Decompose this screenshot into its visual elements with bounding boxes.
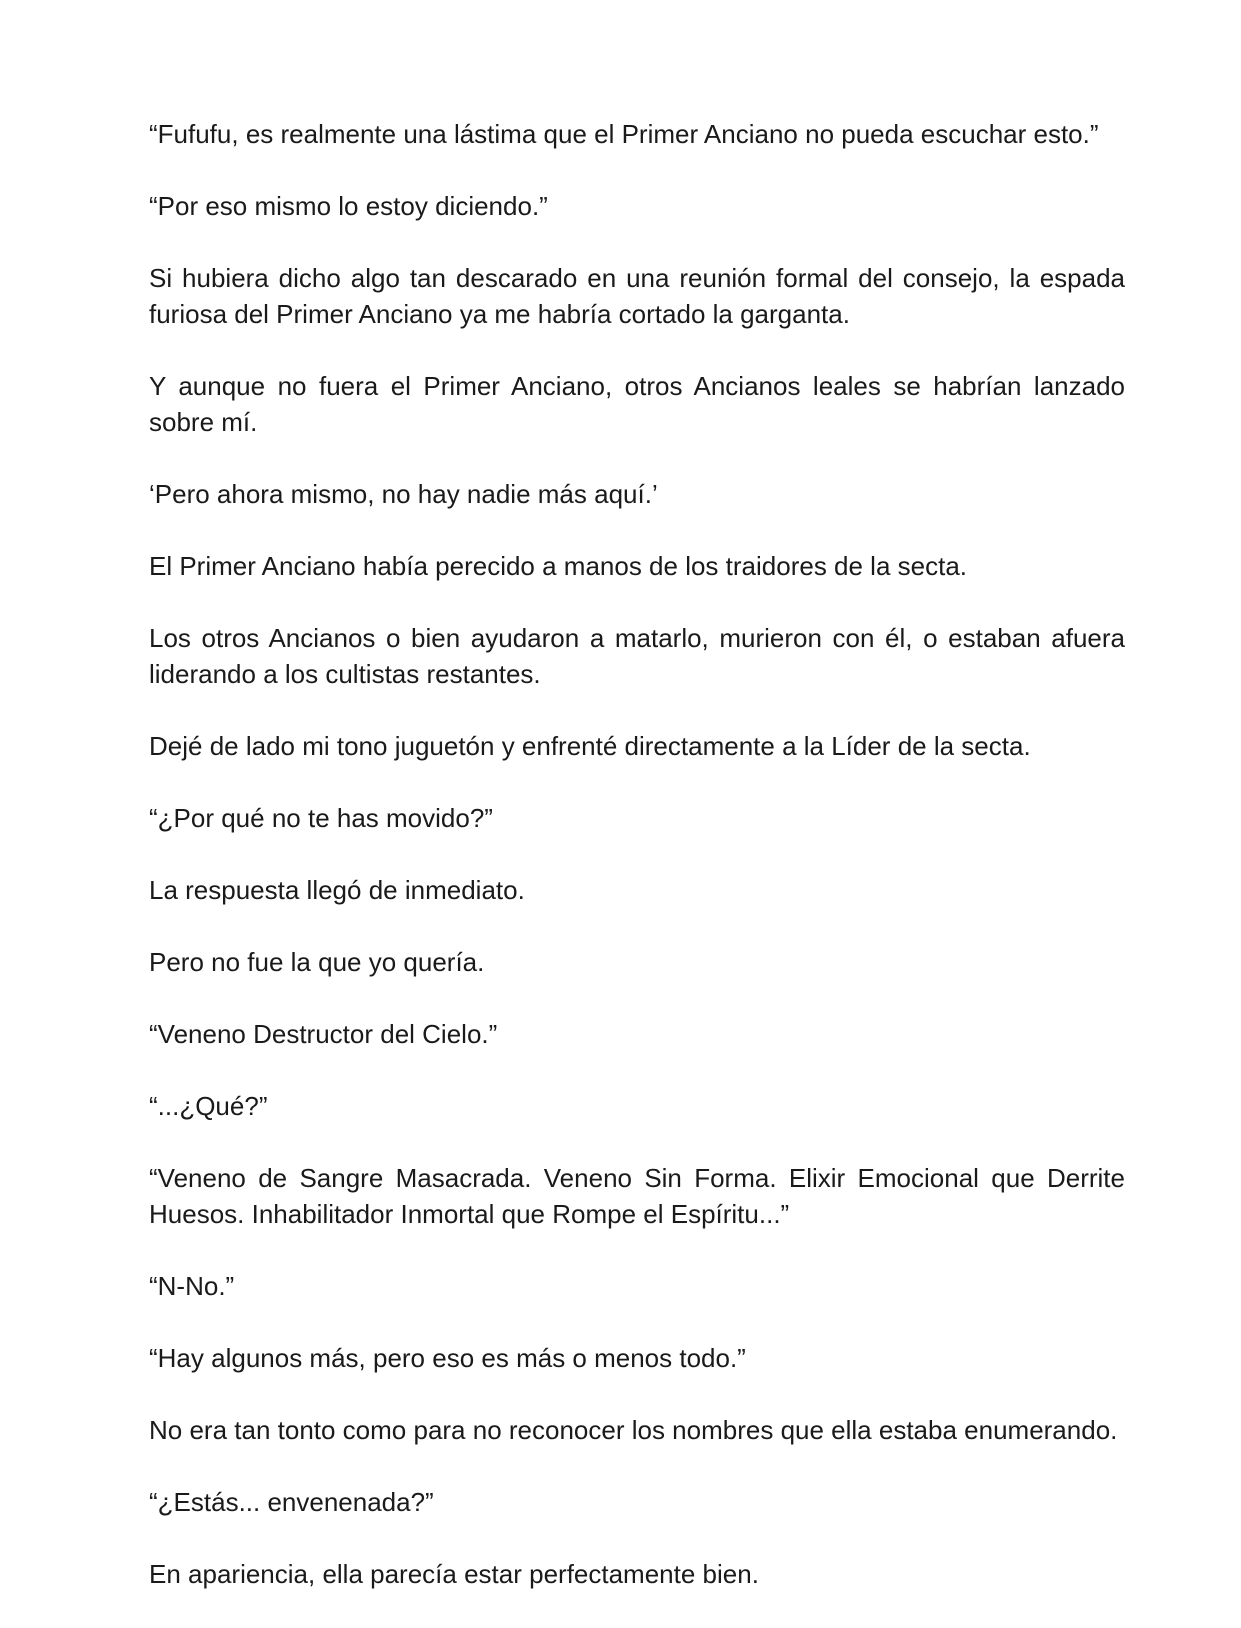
paragraph: En apariencia, ella parecía estar perfectamente bien.: [149, 1559, 759, 1589]
paragraph: “N-No.”: [149, 1271, 235, 1301]
paragraph: “Por eso mismo lo estoy diciendo.”: [149, 191, 548, 221]
paragraph: No era tan tonto como para no reconocer los nombres que ella estaba enumerando.: [149, 1415, 1118, 1445]
paragraph: Dejé de lado mi tono juguetón y enfrenté directamente a la Líder de la secta.: [149, 731, 1031, 761]
paragraph: ‘Pero ahora mismo, no hay nadie más aquí.’: [149, 479, 658, 509]
paragraph: “...¿Qué?”: [149, 1091, 268, 1121]
paragraph: Pero no fue la que yo quería.: [149, 947, 485, 977]
paragraph: Si hubiera dicho algo tan descarado en una reunión formal del consejo, la espada furiosa del Primer Anciano ya me habría cortado la garganta.: [149, 263, 1125, 329]
paragraph: Los otros Ancianos o bien ayudaron a matarlo, murieron con él, o estaban afuera liderando a los cultistas restantes.: [149, 623, 1125, 689]
paragraph: La respuesta llegó de inmediato.: [149, 875, 525, 905]
paragraph: “Fufufu, es realmente una lástima que el Primer Anciano no pueda escuchar esto.”: [149, 119, 1099, 149]
paragraph: Y aunque no fuera el Primer Anciano, otros Ancianos leales se habrían lanzado sobre mí.: [149, 371, 1125, 437]
paragraph: “Veneno Destructor del Cielo.”: [149, 1019, 498, 1049]
paragraph: “¿Estás... envenenada?”: [149, 1487, 434, 1517]
paragraph: “Veneno de Sangre Masacrada. Veneno Sin Forma. Elixir Emocional que Derrite Huesos. Inhabilitador Inmortal que Rompe el Espíritu...”: [149, 1163, 1125, 1229]
text-body: [149, 116, 1125, 1628]
paragraph: “Hay algunos más, pero eso es más o menos todo.”: [149, 1343, 746, 1373]
paragraph: El Primer Anciano había perecido a manos de los traidores de la secta.: [149, 551, 968, 581]
paragraph: “¿Por qué no te has movido?”: [149, 803, 493, 833]
